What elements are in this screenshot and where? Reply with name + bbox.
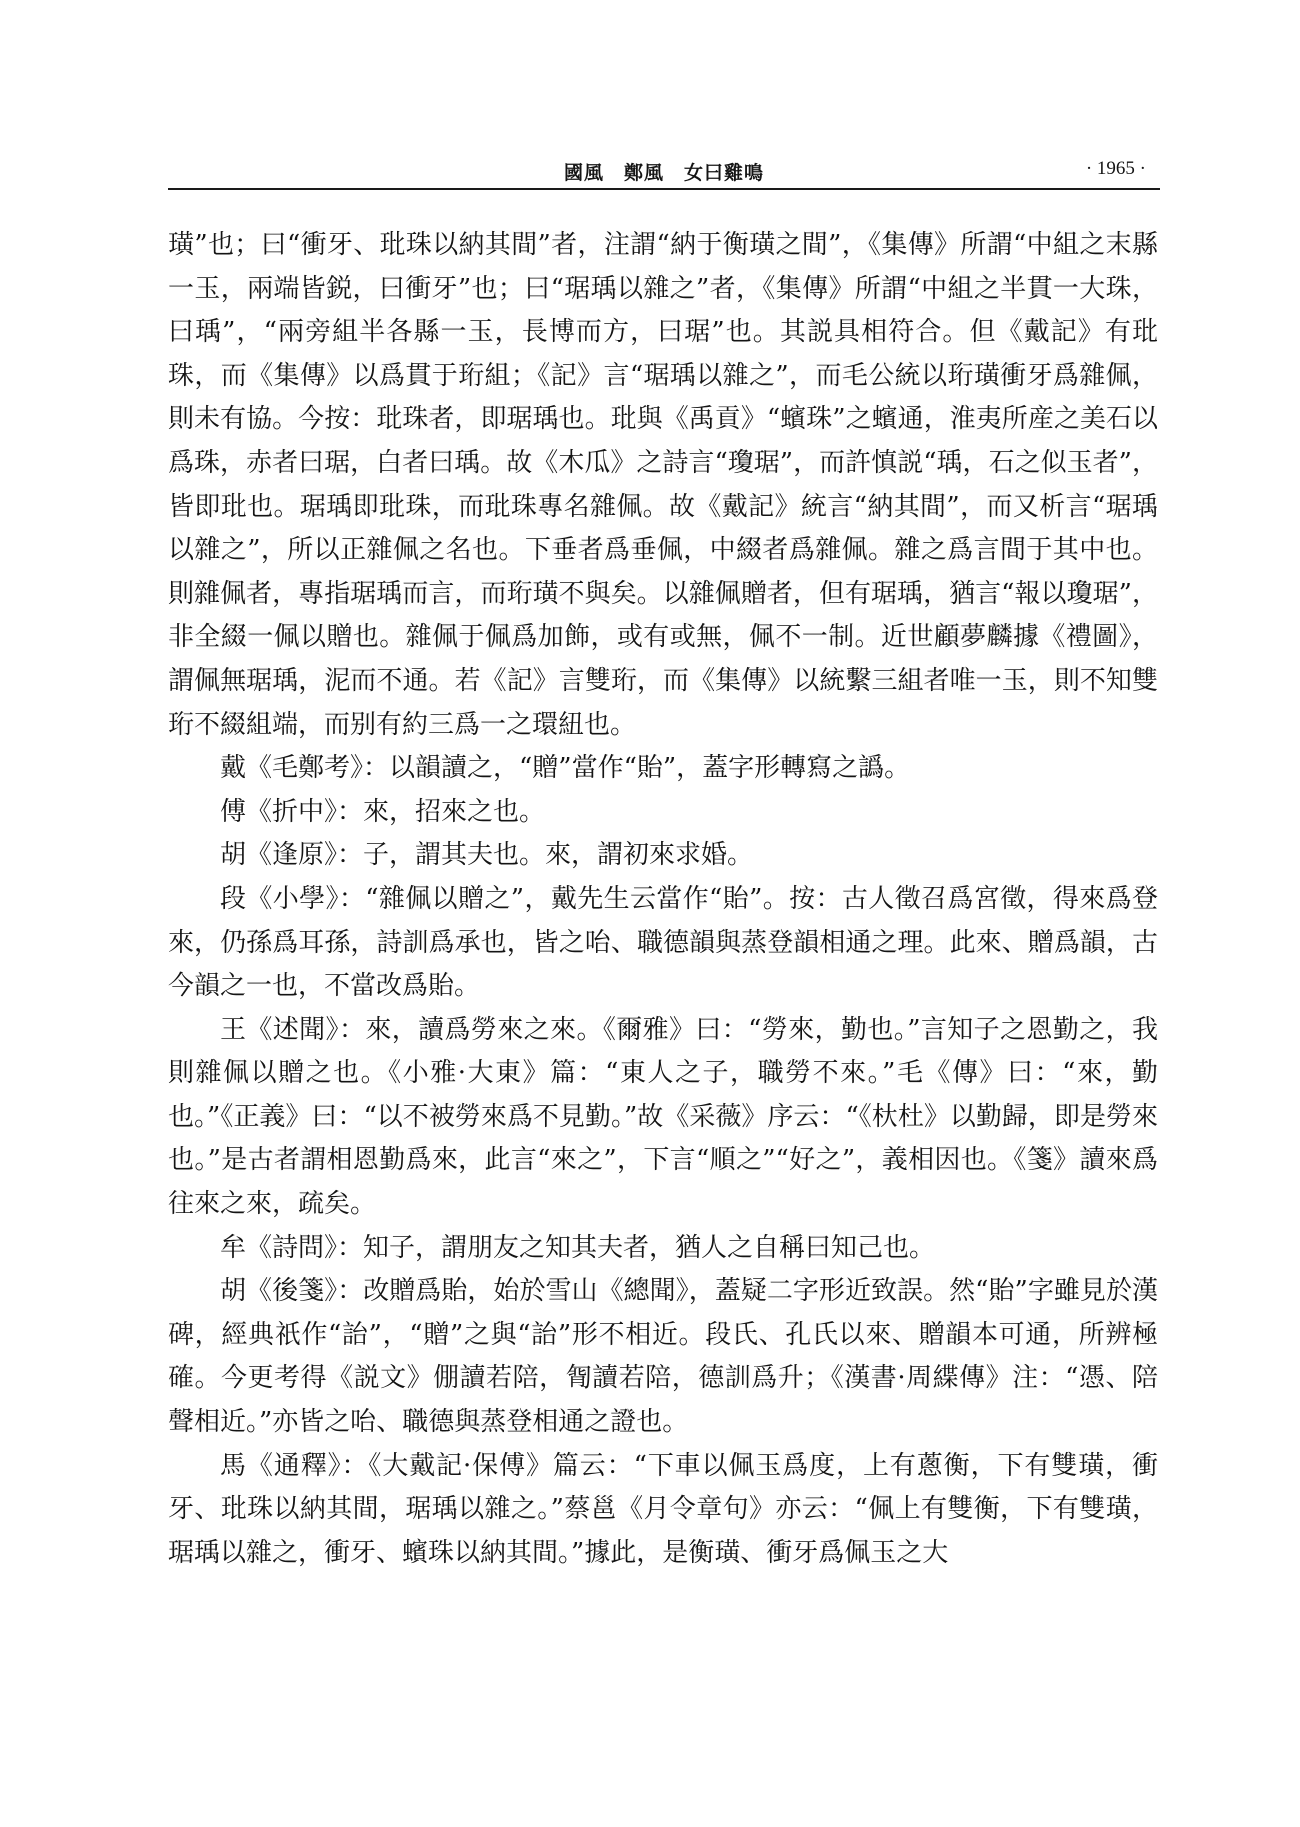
paragraph: 戴《毛鄭考》：以韻讀之，“贈”當作“貽”，蓋字形轉寫之譌。 [220,753,911,784]
paragraph: 牟《詩問》：知子，謂朋友之知其夫者，猶人之自稱曰知己也。 [220,1232,936,1263]
paragraph-continued: 璜”也；曰“衝牙、玭珠以納其間”者，注謂“納于衡璜之間”，《集傳》所謂“中組之末縣一玉，兩端皆鋭，曰衝牙”也；曰“琚瑀以雜之”者，《集傳》所謂“中組之半貫一大珠，曰瑀”，“兩旁組半各縣一玉，長博而方，曰琚”也。其説具相符合。但《戴記》有玭珠，而《集傳》以爲貫于珩組；《記》言“琚瑀以雜之”，而毛公統以珩璜衝牙爲雜佩，則未有協。今按：玭珠者，即琚瑀也。玭與《禹貢》“蠙珠”之蠙通，淮夷所産之美石以爲珠，赤者曰琚，白者曰瑀。故《木瓜》之詩言“瓊琚”，而許慎説“瑀，石之似玉者”，皆即玭也。琚瑀即玭珠，而玭珠專名雜佩。故《戴記》統言“納其間”，而又析言“琚瑀以雜之”，所以正雜佩之名也。下垂者爲垂佩，中綴者爲雜佩。雜之爲言間于其中也。則雜佩者，專指琚瑀而言，而珩璜不與矣。以雜佩贈者，但有琚瑀，猶言“報以瓊琚”，非全綴一佩以贈也。雜佩于佩爲加飾，或有或無，佩不一制。近世顧夢麟據《禮圖》，謂佩無琚瑀，泥而不通。若《記》言雙珩，而《集傳》以統繫三組者唯一玉，則不知雙珩不綴組端，而别有約三爲一之環紐也。 [168,230,1158,740]
header-rule [168,188,1160,190]
paragraph: 傅《折中》：來，招來之也。 [220,796,546,827]
paragraph: 段《小學》：“雜佩以贈之”，戴先生云當作“貽”。按：古人徵召爲宮徵，得來爲登來，仍孫爲耳孫，詩訓爲承也，皆之咍、職德韻與蒸登韻相通之理。此來、贈爲韻，古今韻之一也，不當改爲貽。 [168,883,1158,1002]
paragraph: 王《述聞》：來，讀爲勞來之來。《爾雅》曰：“勞來，勤也。”言知子之恩勤之，我則雜佩以贈之也。《小雅·大東》篇：“東人之子，職勞不來。”毛《傳》曰：“來，勤也。”《正義》曰：“以不被勞來爲不見勤。”故《采薇》序云：“《杕杜》以勤歸，即是勞來也。”是古者謂相恩勤爲來，此言“來之”，下言“順之”“好之”，義相因也。《箋》讀來爲往來之來，疏矣。 [168,1014,1158,1220]
paragraph: 胡《逢原》：子，謂其夫也。來，謂初來求婚。 [220,840,754,871]
paragraph: 胡《後箋》：改贈爲貽，始於雪山《總聞》，蓋疑二字形近致誤。然“貽”字雖見於漢碑，經典祇作“詒”，“贈”之與“詒”形不相近。段氏、孔氏以來、贈韻本可通，所辨極確。今更考得《説文》倗讀若陪，㔨讀若陪，德訓爲升；《漢書·周緤傳》注：“憑、陪聲相近。”亦皆之咍、職德與蒸登相通之證也。 [168,1276,1158,1438]
page-header [168,152,1160,186]
page-number: · 1965 · [1085,158,1146,179]
paragraph: 馬《通釋》：《大戴記·保傅》篇云：“下車以佩玉爲度，上有蔥衡，下有雙璜，衝牙、玭珠以納其間，琚瑀以雜之。”蔡邕《月令章句》亦云：“佩上有雙衡，下有雙璜，琚瑀以雜之，衝牙、蠙珠以納其間。”據此，是衡璜、衝牙爲佩玉之大 [168,1450,1158,1568]
body-text [168,224,1158,1575]
running-title: 國風 鄭風 女曰雞鳴 [563,162,764,184]
